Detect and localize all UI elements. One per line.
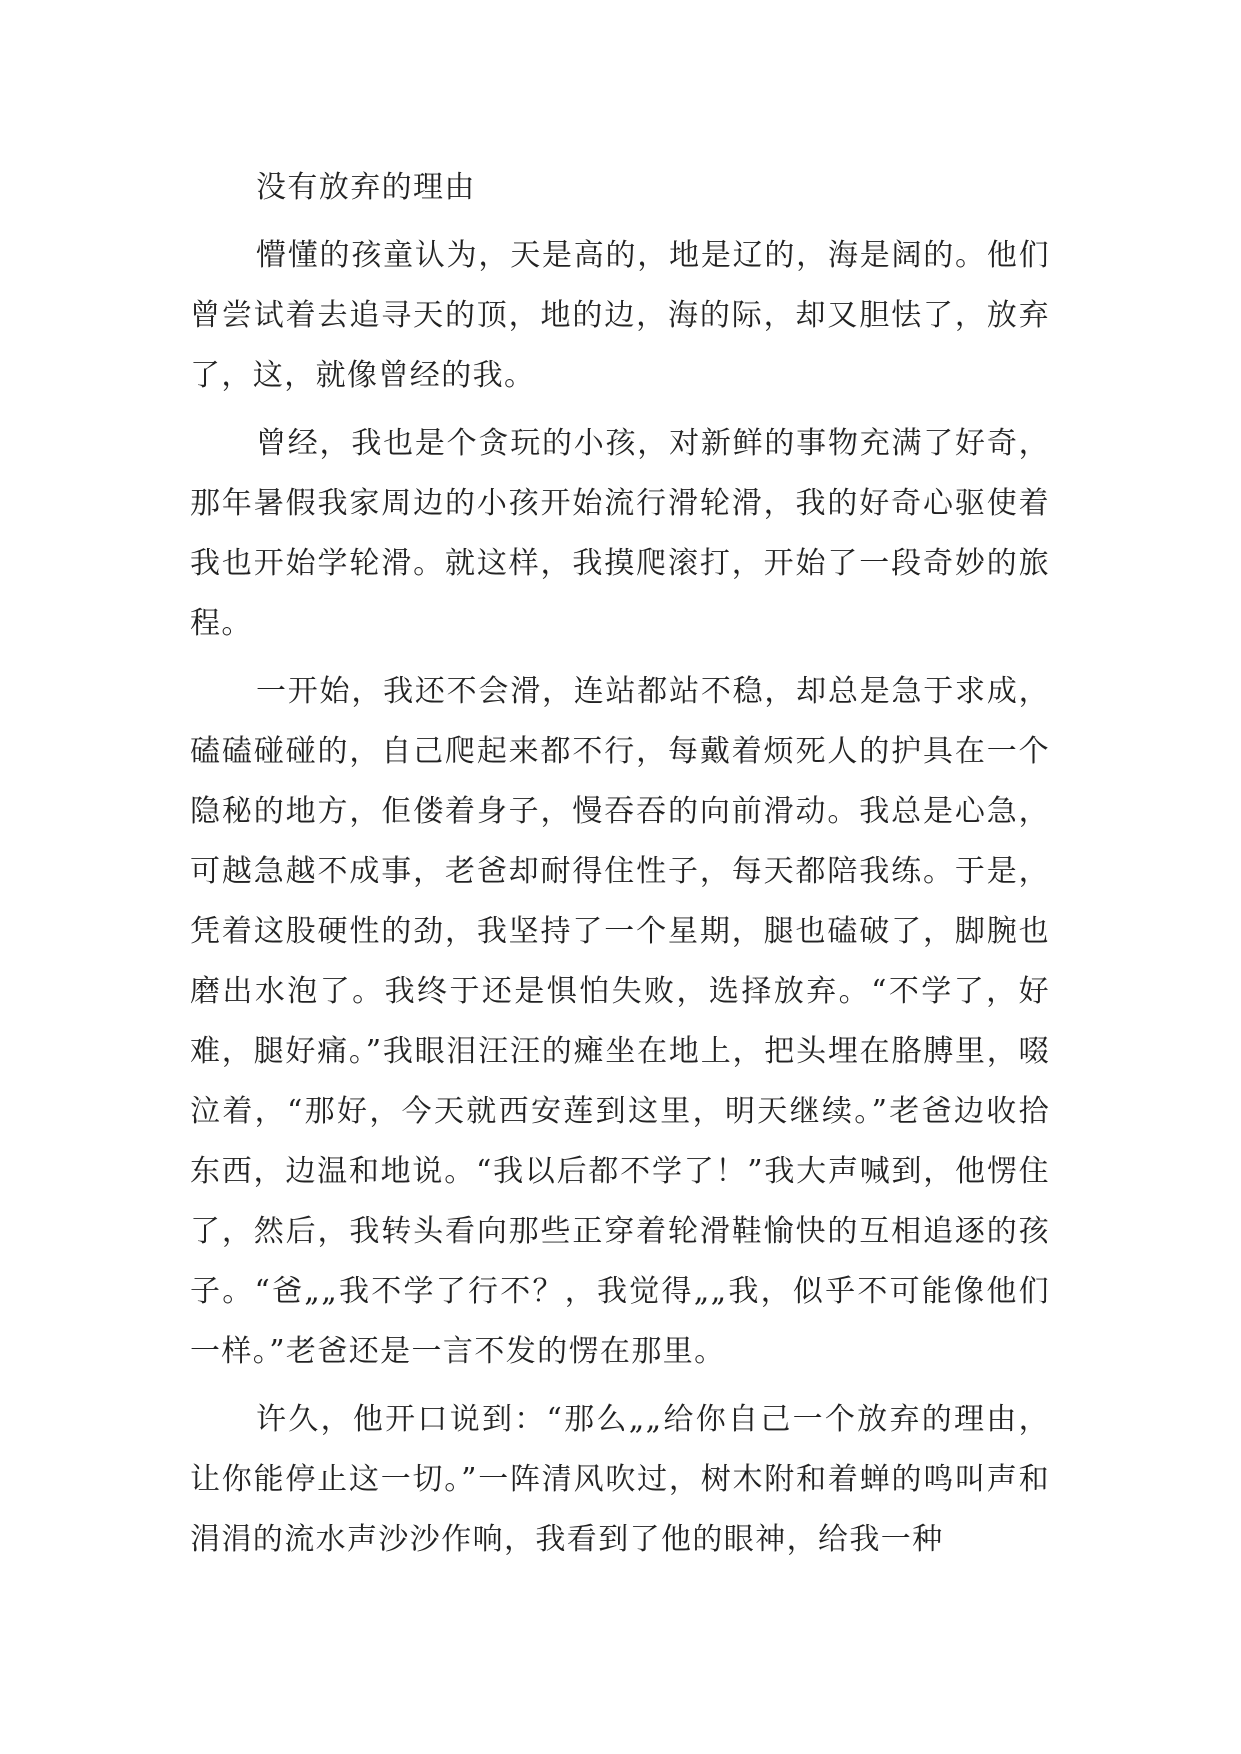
- paragraph-2: 曾经，我也是个贪玩的小孩，对新鲜的事物充满了好奇，那年暑假我家周边的小孩开始流行滑轮滑，我的好奇心驱使着我也开始学轮滑。就这样，我摸爬滚打，开始了一段奇妙的旅程。: [190, 426, 1050, 641]
- paragraph-4: 许久，他开口说到：“那么„„给你自己一个放弃的理由，让你能停止这一切。”一阵清风吹过，树木附和着蝉的鸣叫声和涓涓的流水声沙沙作响，我看到了他的眼神，给我一种: [190, 1402, 1050, 1557]
- article-body: [190, 158, 1050, 1570]
- paragraph-1: 懵懂的孩童认为，天是高的，地是辽的，海是阔的。他们曾尝试着去追寻天的顶，地的边，海的际，却又胆怯了，放弃了，这，就像曾经的我。: [190, 238, 1050, 393]
- paragraph-3: 一开始，我还不会滑，连站都站不稳，却总是急于求成，磕磕碰碰的，自己爬起来都不行，每戴着烦死人的护具在一个隐秘的地方，佢偻着身子，慢吞吞的向前滑动。我总是心急，可越急越不成事，老爸却耐得住性子，每天都陪我练。于是，凭着这股硬性的劲，我坚持了一个星期，腿也磕破了，脚腕也磨出水泡了。我终于还是惧怕失败，选择放弃。“不学了，好难，腿好痛。”我眼泪汪汪的瘫坐在地上，把头埋在胳膊里，啜泣着，“那好，今天就西安莲到这里，明天继续。”老爸边收拾东西，边温和地说。“我以后都不学了！”我大声喊到，他愣住了，然后，我转头看向那些正穿着轮滑鞋愉快的互相追逐的孩子。“爸„„我不学了行不？，我觉得„„我，似乎不可能像他们一样。”老爸还是一言不发的愣在那里。: [190, 674, 1050, 1369]
- article-title: 没有放弃的理由: [256, 170, 476, 205]
